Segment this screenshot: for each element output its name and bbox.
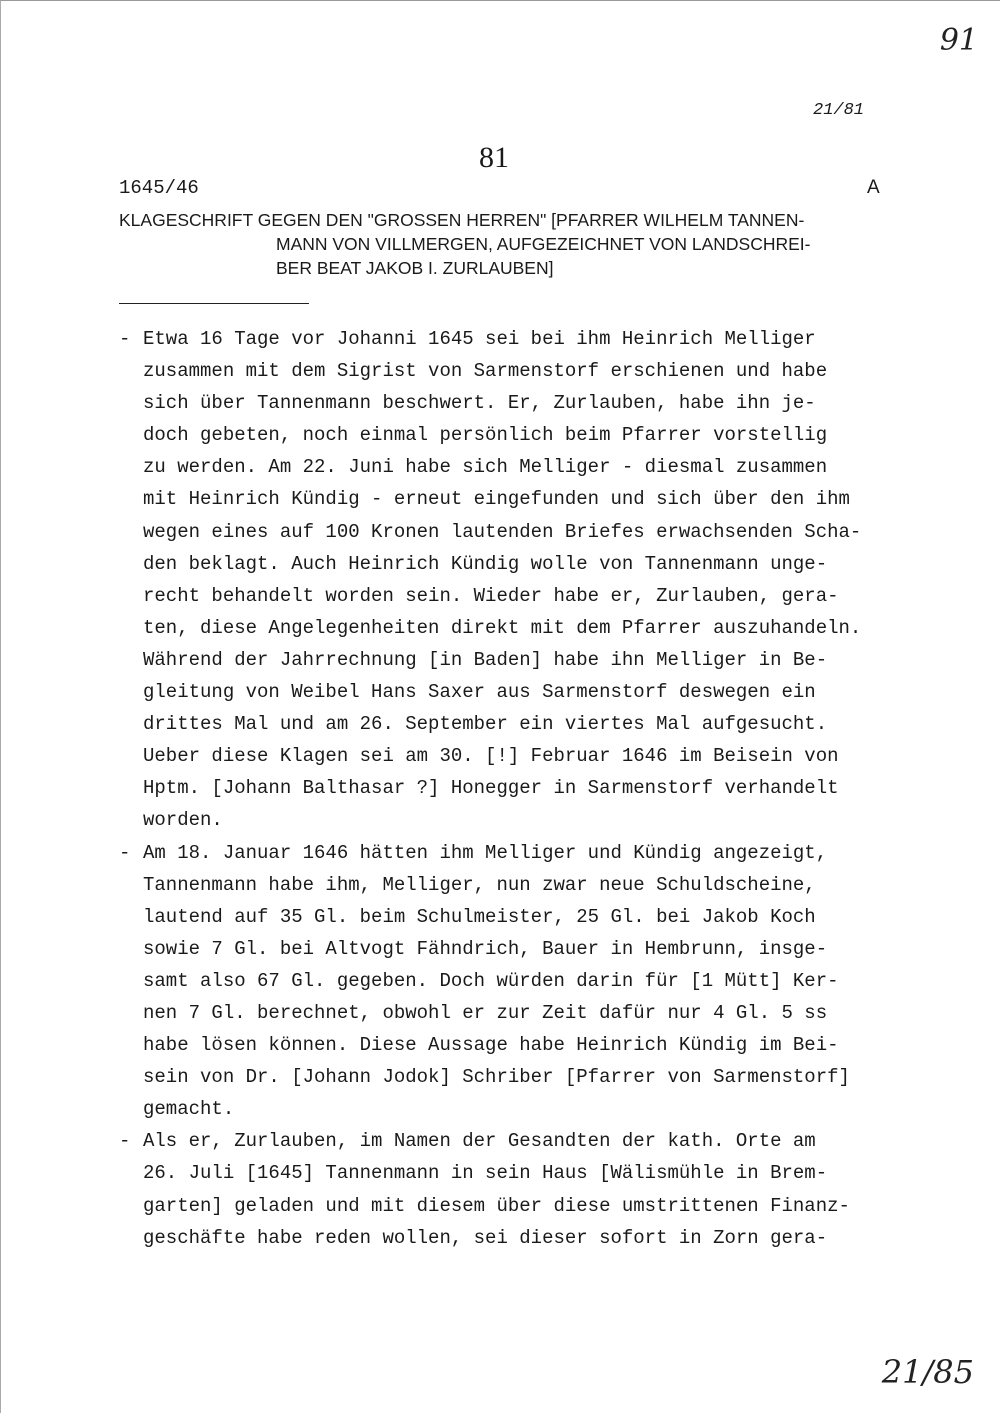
text-line: sein von Dr. [Johann Jodok] Schriber [Pfarrer von Sarmenstorf] [143, 1066, 850, 1089]
text-line: ten, diese Angelegenheiten direkt mit dem Pfarrer auszuhandeln. [143, 616, 862, 639]
entry-dash: - [119, 841, 131, 864]
text-line: doch gebeten, noch einmal persönlich beim Pfarrer vorstellig [143, 424, 828, 447]
text-line: nen 7 Gl. berechnet, obwohl er zur Zeit dafür nur 4 Gl. 5 ss [143, 1001, 828, 1024]
text-line: drittes Mal und am 26. September ein viertes Mal aufgesucht. [143, 713, 828, 736]
entry [119, 1125, 919, 1253]
text-line: zusammen mit dem Sigrist von Sarmenstorf erschienen und habe [143, 360, 828, 383]
title-line: MANN VON VILLMERGEN, AUFGEZEICHNET VON LANDSCHREI- [276, 234, 811, 254]
text-line: Tannenmann habe ihm, Melliger, nun zwar neue Schuldscheine, [143, 873, 816, 896]
text-line: geschäfte habe reden wollen, sei dieser sofort in Zorn gera- [143, 1226, 828, 1249]
title-line: KLAGESCHRIFT GEGEN DEN "GROSSEN HERREN" [PFARRER WILHELM TANNEN- [119, 210, 805, 230]
document-body [119, 323, 919, 1254]
text-line: Etwa 16 Tage vor Johanni 1645 sei bei ihm Heinrich Melliger [143, 328, 816, 350]
text-line: sowie 7 Gl. bei Altvogt Fähndrich, Bauer in Hembrunn, insge- [143, 937, 828, 960]
text-line: Ueber diese Klagen sei am 30. [!] Februar 1646 im Beisein von [143, 745, 839, 768]
entry [119, 837, 919, 1126]
text-line: zu werden. Am 22. Juni habe sich Melliger - diesmal zusammen [143, 456, 828, 479]
entry-dash: - [119, 1130, 131, 1153]
separator-rule [119, 303, 309, 304]
text-line: Während der Jahrrechnung [in Baden] habe ihn Melliger in Be- [143, 648, 828, 671]
title-line: BER BEAT JAKOB I. ZURLAUBEN] [276, 258, 554, 278]
text-line: lautend auf 35 Gl. beim Schulmeister, 25 Gl. bei Jakob Koch [143, 905, 816, 928]
text-line: Als er, Zurlauben, im Namen der Gesandten der kath. Orte am [143, 1130, 816, 1153]
text-line: Am 18. Januar 1646 hätten ihm Melliger und Kündig angezeigt, [143, 841, 828, 864]
entry [119, 323, 919, 837]
text-line: 26. Juli [1645] Tannenmann in sein Haus [Wälismühle in Brem- [143, 1162, 828, 1185]
text-line: den beklagt. Auch Heinrich Kündig wolle von Tannenmann unge- [143, 552, 828, 575]
document-letter: A [867, 177, 880, 198]
text-line: sich über Tannenmann beschwert. Er, Zurlauben, habe ihn je- [143, 392, 816, 415]
text-line: habe lösen können. Diese Aussage habe Heinrich Kündig im Bei- [143, 1034, 839, 1057]
text-line: recht behandelt worden sein. Wieder habe er, Zurlauben, gera- [143, 584, 839, 607]
text-line: samt also 67 Gl. gegeben. Doch würden darin für [1 Mütt] Ker- [143, 969, 839, 992]
handwritten-archive-number: 21/85 [881, 1353, 974, 1391]
document-date: 1645/46 [119, 177, 199, 199]
page-number: 81 [479, 141, 509, 174]
handwritten-folio-number: 91 [939, 23, 978, 58]
text-line: mit Heinrich Kündig - erneut eingefunden und sich über den ihm [143, 488, 850, 511]
entry-dash: - [119, 328, 131, 350]
text-line: wegen eines auf 100 Kronen lautenden Briefes erwachsenden Scha- [143, 520, 862, 543]
text-line: gemacht. [143, 1098, 235, 1121]
text-line: garten] geladen und mit diesem über diese umstrittenen Finanz- [143, 1194, 850, 1217]
text-line: gleitung von Weibel Hans Saxer aus Sarmenstorf deswegen ein [143, 681, 816, 704]
reference-number: 21/81 [813, 101, 865, 120]
text-line: worden. [143, 809, 223, 832]
text-line: Hptm. [Johann Balthasar ?] Honegger in Sarmenstorf verhandelt [143, 777, 839, 800]
document-title [119, 208, 899, 280]
